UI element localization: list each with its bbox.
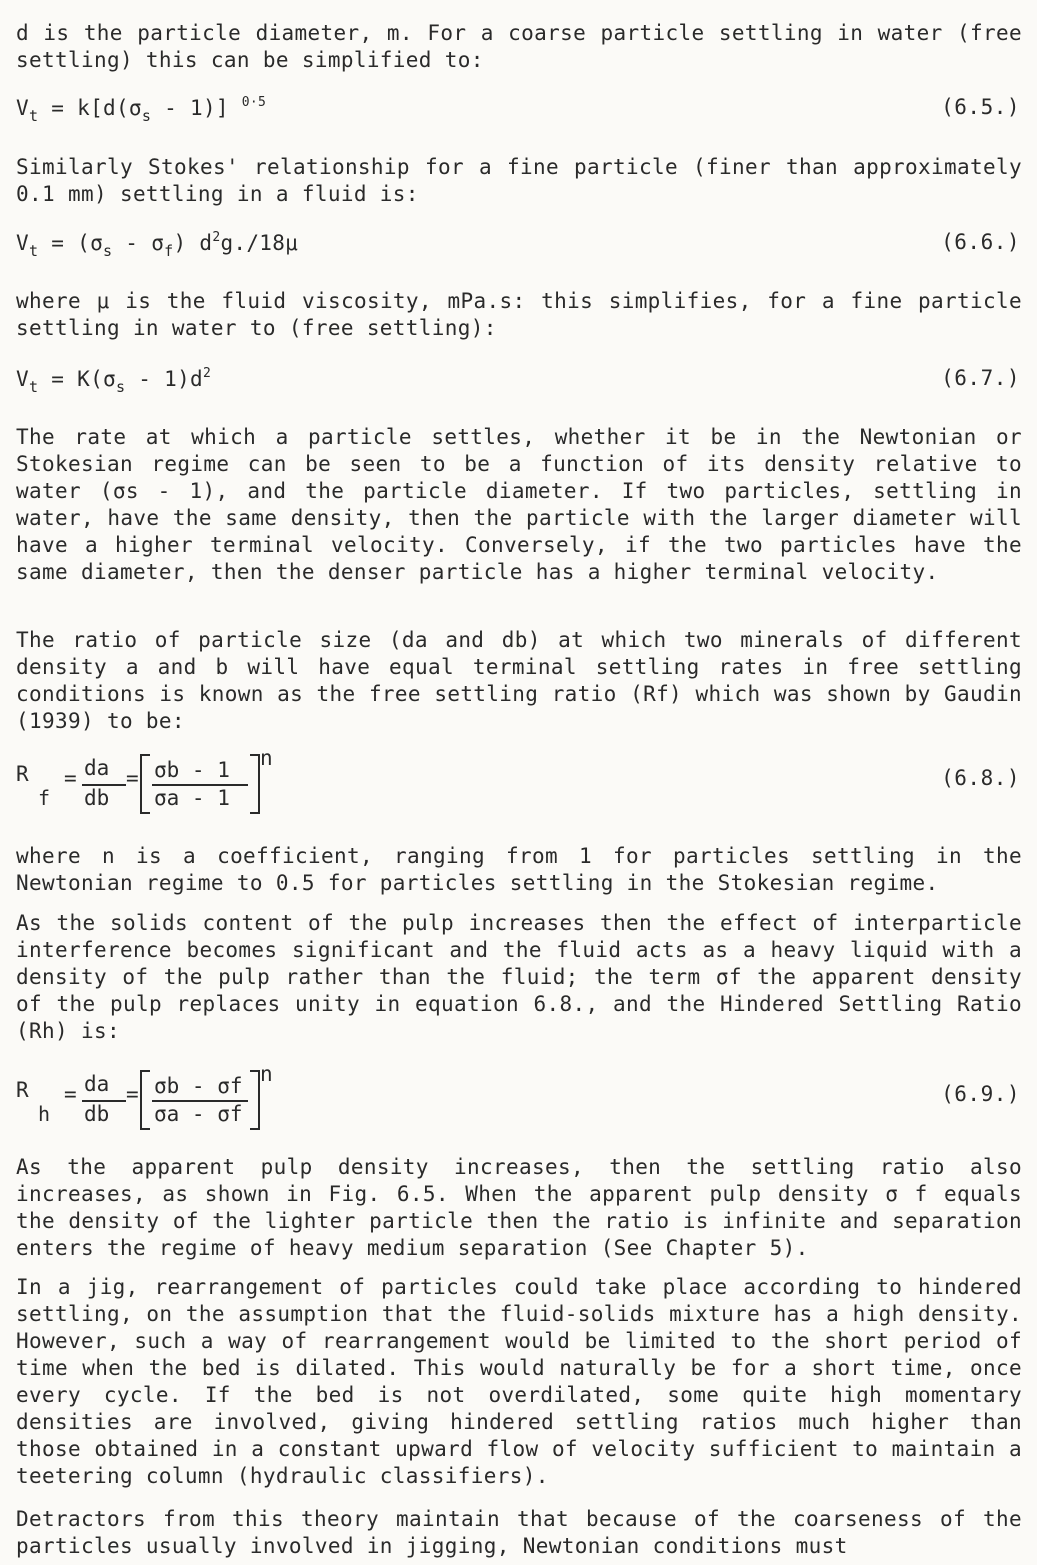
equals-sign: = (64, 766, 77, 790)
paragraph-viscosity: where μ is the fluid viscosity, mPa.s: this simplifies, for a fine particle settling in water to (free settling): (16, 289, 1022, 340)
equals-sign: = (64, 1082, 77, 1106)
ratio-subscript: h (38, 1102, 51, 1126)
bracket-denominator: σa - σf (154, 1102, 243, 1126)
equation-number: (6.6.) (941, 230, 1020, 254)
paragraph-free-settling-ratio: The ratio of particle size (da and db) at which two minerals of different density a and b will have equal terminal settling rates in free settling conditions is known as the free settling ratio (Rf) which was shown by Gaudin (1939) to be: (16, 628, 1022, 733)
ratio-symbol: R (16, 1078, 29, 1102)
equation-number: (6.8.) (941, 766, 1020, 790)
equation-6-7 (16, 366, 1020, 400)
exponent: n (260, 1062, 273, 1086)
exponent: n (260, 746, 273, 770)
equation-number: (6.5.) (941, 95, 1020, 119)
right-bracket (250, 1070, 260, 1130)
fraction-denominator: db (84, 1102, 110, 1126)
bracket-numerator: σb - σf (154, 1074, 243, 1098)
paragraph-intro: d is the particle diameter, m. For a coarse particle settling in water (free settling) this can be simplified to: (16, 21, 1022, 72)
paragraph-rate: The rate at which a particle settles, whether it be in the Newtonian or Stokesian regime can be seen to be a function of its density relative to water (σs - 1), and the particle diameter. If two particles, settling in water, have the same density, then the particle with the larger diameter will have a higher terminal velocity. Conversely, if the two particles have the same diameter, then the denser particle has a higher terminal velocity. (16, 425, 1022, 584)
equals-sign: = (126, 766, 139, 790)
fraction-numerator: da (84, 1072, 110, 1096)
fraction-numerator: da (84, 756, 110, 780)
equation-6-6 (16, 230, 1020, 264)
ratio-subscript: f (38, 786, 51, 810)
equation-number: (6.7.) (941, 366, 1020, 390)
left-bracket (140, 754, 150, 814)
equation-6-9 (16, 1062, 1020, 1140)
equation-6-8 (16, 746, 1020, 824)
ratio-symbol: R (16, 762, 29, 786)
paragraph-jig: In a jig, rearrangement of particles could take place according to hindered settling, on the assumption that the fluid-solids mixture has a high density. However, such a way of rearrangement would be limited to the short period of time when the bed is dilated. This would naturally be for a short time, once every cycle. If the bed is not overdilated, some quite high momentary densities are involved, giving hindered settling ratios much higher than those obtained in a constant upward flow of velocity sufficient to maintain a teetering column (hydraulic classifiers). (16, 1275, 1022, 1488)
paragraph-apparent-density: As the apparent pulp density increases, then the settling ratio also increases, as shown in Fig. 6.5. When the apparent pulp density σ f equals the density of the lighter particle then the ratio is infinite and separation enters the regime of heavy medium separation (See Chapter 5). (16, 1155, 1022, 1260)
bracket-numerator: σb - 1 (154, 758, 230, 782)
paragraph-detractors: Detractors from this theory maintain that because of the coarseness of the particles usually involved in jigging, Newtonian conditions must (16, 1507, 1022, 1558)
fraction-denominator: db (84, 786, 110, 810)
right-bracket (250, 754, 260, 814)
equation-6-5 (16, 95, 1020, 129)
left-bracket (140, 1070, 150, 1130)
paragraph-solids-content: As the solids content of the pulp increases then the effect of interparticle interference becomes significant and the fluid acts as a heavy liquid with a density of the pulp rather than the fluid; the term σf the apparent density of the pulp replaces unity in equation 6.8., and the Hindered Settling Ratio (Rh) is: (16, 911, 1022, 1043)
paragraph-coefficient: where n is a coefficient, ranging from 1 for particles settling in the Newtonian regime to 0.5 for particles settling in the Stokesian regime. (16, 844, 1022, 895)
equals-sign: = (126, 1082, 139, 1106)
paragraph-stokes: Similarly Stokes' relationship for a fine particle (finer than approximately 0.1 mm) settling in a fluid is: (16, 155, 1022, 206)
equation-body: $V_t = K(\sigma_s - 1)d^2$ (16, 366, 212, 396)
bracket-denominator: σa - 1 (154, 786, 230, 810)
equation-number: (6.9.) (941, 1082, 1020, 1106)
equation-body: $V_t = k[d(\sigma_s - 1)]$ $^{0\cdot 5}$ (16, 95, 267, 125)
equation-body: $V_t = (\sigma_s - \sigma_f)$ $d^2g./18\mu$ (16, 230, 299, 260)
